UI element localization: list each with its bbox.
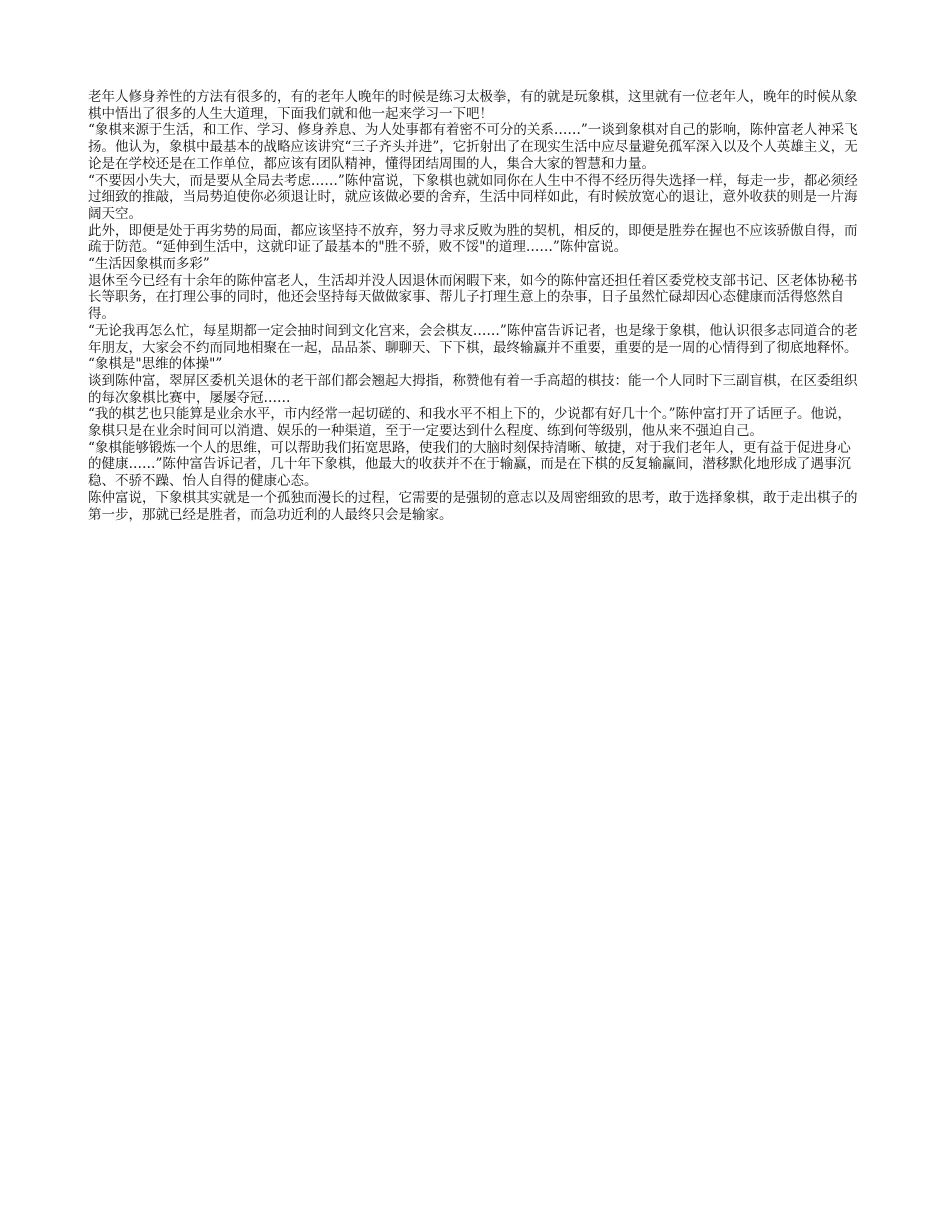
paragraph-healthy-mindset: “象棋能够锻炼一个人的思维，可以帮助我们拓宽思路，使我们的大脑时刻保持清晰、敏捷，对于我们老年人，更有益于促进身心的健康……”陈仲富告诉记者，几十年下象棋，他最大的收获并不在于输赢，而是在下棋的反复输赢间，潜移默化地形成了遇事沉稳、不骄不躁、怡人自得的健康心态。	[88, 439, 851, 490]
paragraph-conclusion: 陈仲富说，下象棋其实就是一个孤独而漫长的过程，它需要的是强韧的意志以及周密细致的思考，敢于选择象棋，敢于走出棋子的第一步，那就已经是胜者，而急功近利的人最终只会是输家。	[88, 489, 858, 523]
paragraph-retirement: 退休至今已经有十余年的陈仲富老人，生活却并没人因退休而闲暇下来，如今的陈仲富还担任着区委党校支部书记、区老体协秘书长等职务，在打理公事的同时，他还会坚持每天做做家事、帮儿子打理生意上的杂事，日子虽然忙碌却因心态健康而活得悠然自得。	[88, 272, 858, 323]
paragraph-big-picture: “不要因小失大，而是要从全局去考虑……”陈仲富说，下象棋也就如同你在人生中不得不经历得失选择一样，每走一步，都必须经过细致的推敲，当局势迫使你必须退让时，就应该做必要的舍弃，生活中同样如此，有时候放宽心的退让，意外收获的则是一片海阔天空。	[88, 172, 858, 222]
article-body	[88, 89, 862, 523]
section-heading-colorful-life: “生活因象棋而多彩”	[88, 256, 210, 273]
paragraph-chess-and-life: “象棋来源于生活，和工作、学习、修身养息、为人处事都有着密不可分的关系……”一谈到象棋对自己的影响，陈仲富老人神采飞扬。他认为，象棋中最基本的战略应该讲究“三子齐头并进”，它折射出了在现实生活中应尽量避免孤军深入以及个人英雄主义，无论是在学校还是在工作单位，都应该有团队精神，懂得团结周围的人，集合大家的智慧和力量。	[88, 122, 858, 172]
paragraph-intro: 老年人修身养性的方法有很多的，有的老年人晚年的时候是练习太极拳，有的就是玩象棋，这里就有一位老年人，晚年的时候从象棋中悟出了很多的人生大道理，下面我们就和他一起来学习一下吧！	[88, 89, 858, 122]
section-heading-mind-gymnastics: “象棋是"思维的体操"”	[88, 356, 223, 373]
paragraph-blind-chess: 谈到陈仲富，翠屏区委机关退休的老干部们都会翘起大拇指，称赞他有着一手高超的棋技：能一个人同时下三副盲棋，在区委组织的每次象棋比赛中，屡屡夺冠……	[88, 372, 858, 406]
paragraph-never-give-up: 此外，即便是处于再劣势的局面，都应该坚持不放弃，努力寻求反败为胜的契机，相反的，即便是胜券在握也不应该骄傲自得，而疏于防范。“延伸到生活中，这就印证了最基本的"胜不骄，败不馁"的道理……”陈仲富说。	[88, 222, 858, 256]
paragraph-amateur-level: “我的棋艺也只能算是业余水平，市内经常一起切磋的、和我水平不相上下的，少说都有好几十个。”陈仲富打开了话匣子。他说，象棋只是在业余时间可以消遣、娱乐的一种渠道，至于一定要达到什么程度、练到何等级别，他从来不强迫自己。	[88, 406, 852, 440]
paragraph-chess-friends: “无论我再怎么忙，每星期都一定会抽时间到文化宫来，会会棋友……”陈仲富告诉记者，也是缘于象棋，他认识很多志同道合的老年朋友，大家会不约而同地相聚在一起，品品茶、聊聊天、下下棋，最终输赢并不重要，重要的是一周的心情得到了彻底地释怀。	[88, 322, 858, 356]
